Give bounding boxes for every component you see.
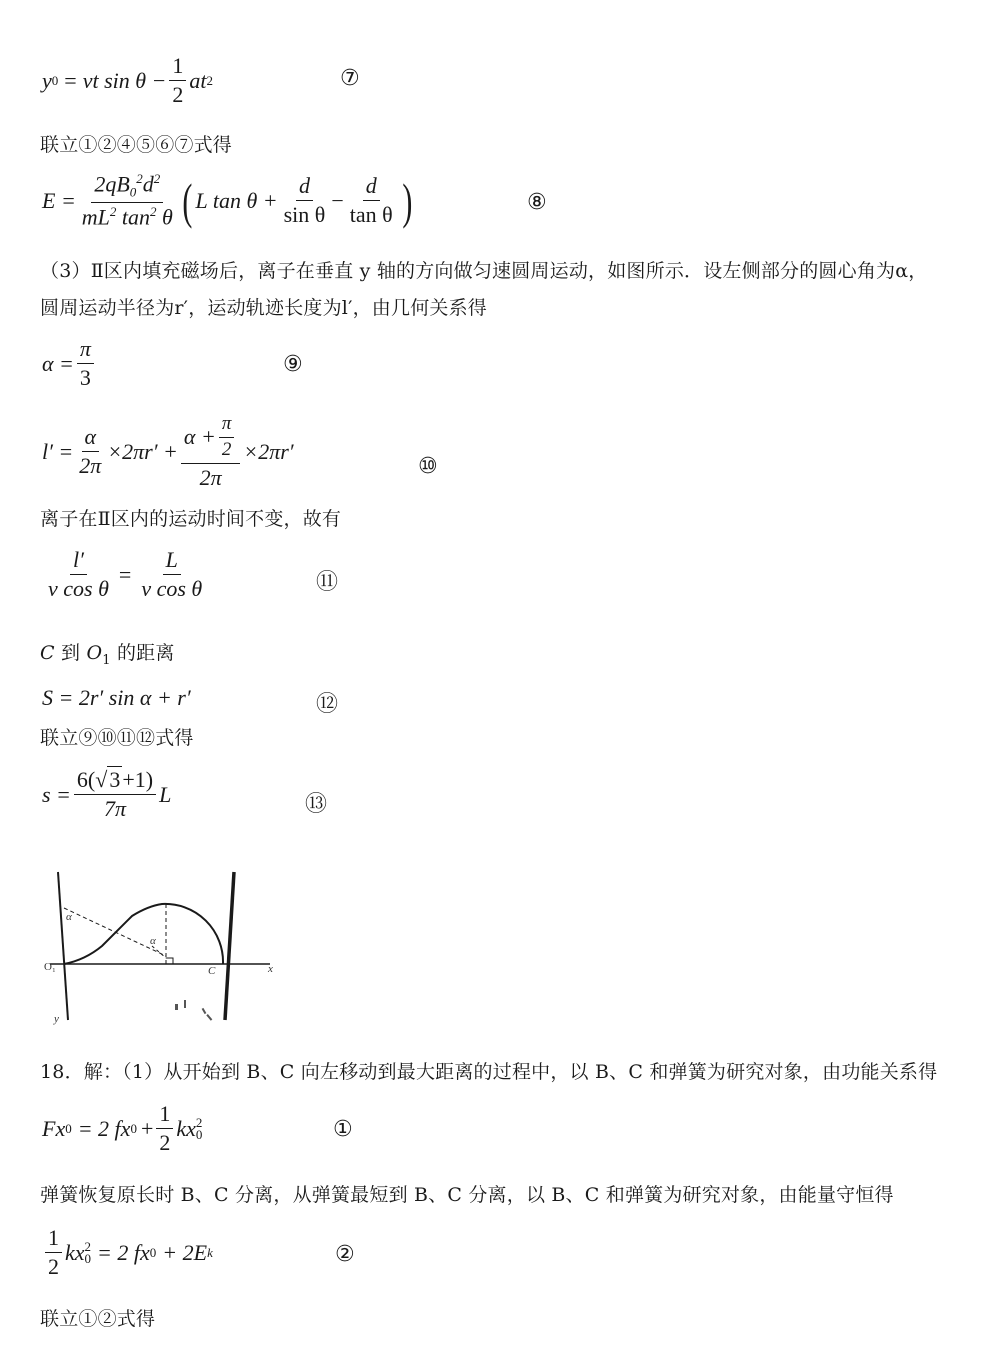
eq8-term1: L tan θ + [195, 187, 278, 213]
eq11-eq: = [118, 561, 132, 587]
equation-11 [42, 548, 208, 601]
eq10-mid1: ×2πr′ + [107, 438, 178, 464]
equation-18-2: $\frac{1}{2}$ kx 2 0 = 2 fx 0 + 2E k [42, 1226, 213, 1279]
eq10-fraction-1: $\frac{\alpha}{2\pi}$ [79, 424, 102, 479]
eq10-mid2: ×2πr′ [243, 438, 294, 464]
eq7-marker: ⑦ [340, 66, 360, 91]
eq18-2-marker: ② [335, 1242, 355, 1267]
eq13-fraction: $\frac{6(√3+1)}{7\pi}$ [74, 768, 156, 821]
eq11-fraction-1: $\frac{l'}{\text{v cos θ}}$ [48, 547, 109, 602]
eq7-fraction: $\frac{1}{2}$ [169, 54, 186, 107]
eq7-rhs-a: vt sin θ − [82, 67, 167, 93]
eq12-marker: ⑫ [316, 692, 339, 717]
eq10-fraction-2: α + $\frac{\pi}{2}$ 2π [181, 414, 240, 490]
scan-noise-marks [175, 1000, 212, 1021]
eq8-fraction-3: $\frac{d}{\text{tan θ}}$ [349, 173, 393, 228]
equation-13 [42, 768, 171, 821]
eq10-marker: ⑩ [418, 454, 438, 479]
eq8-fraction-2: $\frac{d}{\text{sin θ}}$ [283, 173, 326, 228]
dashed-radius-1 [64, 908, 166, 956]
eq9-lhs: α = [42, 350, 74, 376]
equation-18-1: Fx 0 = 2 fx 0 + $\frac{1}{2}$ kx 2 0 [42, 1101, 203, 1156]
eq8-right-paren: ) [402, 172, 413, 229]
eq8-marker: ⑧ [527, 190, 547, 215]
label-alpha-mid: α [150, 935, 156, 947]
left-boundary-line [58, 872, 68, 1020]
eq11-fraction-2: $\frac{L}{\text{v cos θ}}$ [141, 547, 203, 602]
eq7-rhs-b-sup: 2 [206, 72, 214, 88]
trajectory-figure [40, 868, 285, 1028]
dashed-radius-2 [152, 946, 166, 958]
join-line-3: 联立①②式得 [40, 1308, 156, 1330]
eq8-left-paren: ( [182, 172, 193, 229]
question-18-line: 18．解：（1）从开始到 B、C 向左移动到最大距离的过程中，以 B、C 和弹簧为研究对象，由功能关系得 [40, 1061, 938, 1083]
distance-line: C 到 $O_1$ 的距离 [40, 642, 175, 668]
eq11-marker: ⑪ [316, 570, 339, 595]
eq7-lhs-sub: 0 [51, 72, 59, 88]
label-y: y [54, 1013, 59, 1025]
join-line-1: 联立①②④⑤⑥⑦式得 [40, 134, 233, 156]
trajectory-arc [64, 904, 223, 964]
eq9-fraction: $\frac{\pi}{3}$ [77, 337, 94, 390]
eq8-fraction-1: $\frac{2qB_0^2d^2}{mL^2 \tan^2 \theta}$ [81, 171, 173, 230]
eq18-1-marker: ① [333, 1117, 353, 1142]
equation-9 [42, 337, 97, 390]
eq9-marker: ⑨ [283, 352, 303, 377]
eq7-eq: = [64, 67, 77, 93]
time-line: 离子在Ⅱ区内的运动时间不变，故有 [40, 508, 342, 530]
label-x: x [268, 963, 273, 975]
equation-7 [42, 54, 213, 107]
para3-line-2: 圆周运动半径为r′，运动轨迹长度为l′，由几何关系得 [40, 297, 487, 319]
right-angle-mark [166, 958, 173, 964]
label-o1: O₁ [44, 961, 56, 973]
label-alpha-top: α [66, 911, 72, 923]
eq8-lhs: E = [42, 187, 76, 213]
equation-8 [42, 172, 415, 230]
eq8-minus: − [331, 187, 344, 213]
question-18-line-2: 弹簧恢复原长时 B、C 分离，从弹簧最短到 B、C 分离，以 B、C 和弹簧为研究对象，由能量守恒得 [40, 1184, 894, 1206]
equation-12: S = 2r′ sin α + r′ [42, 685, 191, 710]
eq13-tail: L [159, 781, 172, 807]
eq7-lhs: y [42, 67, 52, 93]
right-boundary-line [225, 872, 234, 1020]
eq13-lhs: s = [42, 781, 71, 807]
join-line-2: 联立⑨⑩⑪⑫式得 [40, 727, 194, 749]
eq10-lhs: l′ = [42, 438, 74, 464]
equation-10 [42, 414, 294, 490]
eq13-marker: ⑬ [305, 792, 328, 817]
para3-line-1: （3）Ⅱ区内填充磁场后，离子在垂直 y 轴的方向做匀速圆周运动，如图所示．设左侧部分的圆心角为α， [40, 260, 928, 282]
label-c: C [208, 965, 216, 977]
eq7-rhs-b: at [189, 67, 207, 93]
